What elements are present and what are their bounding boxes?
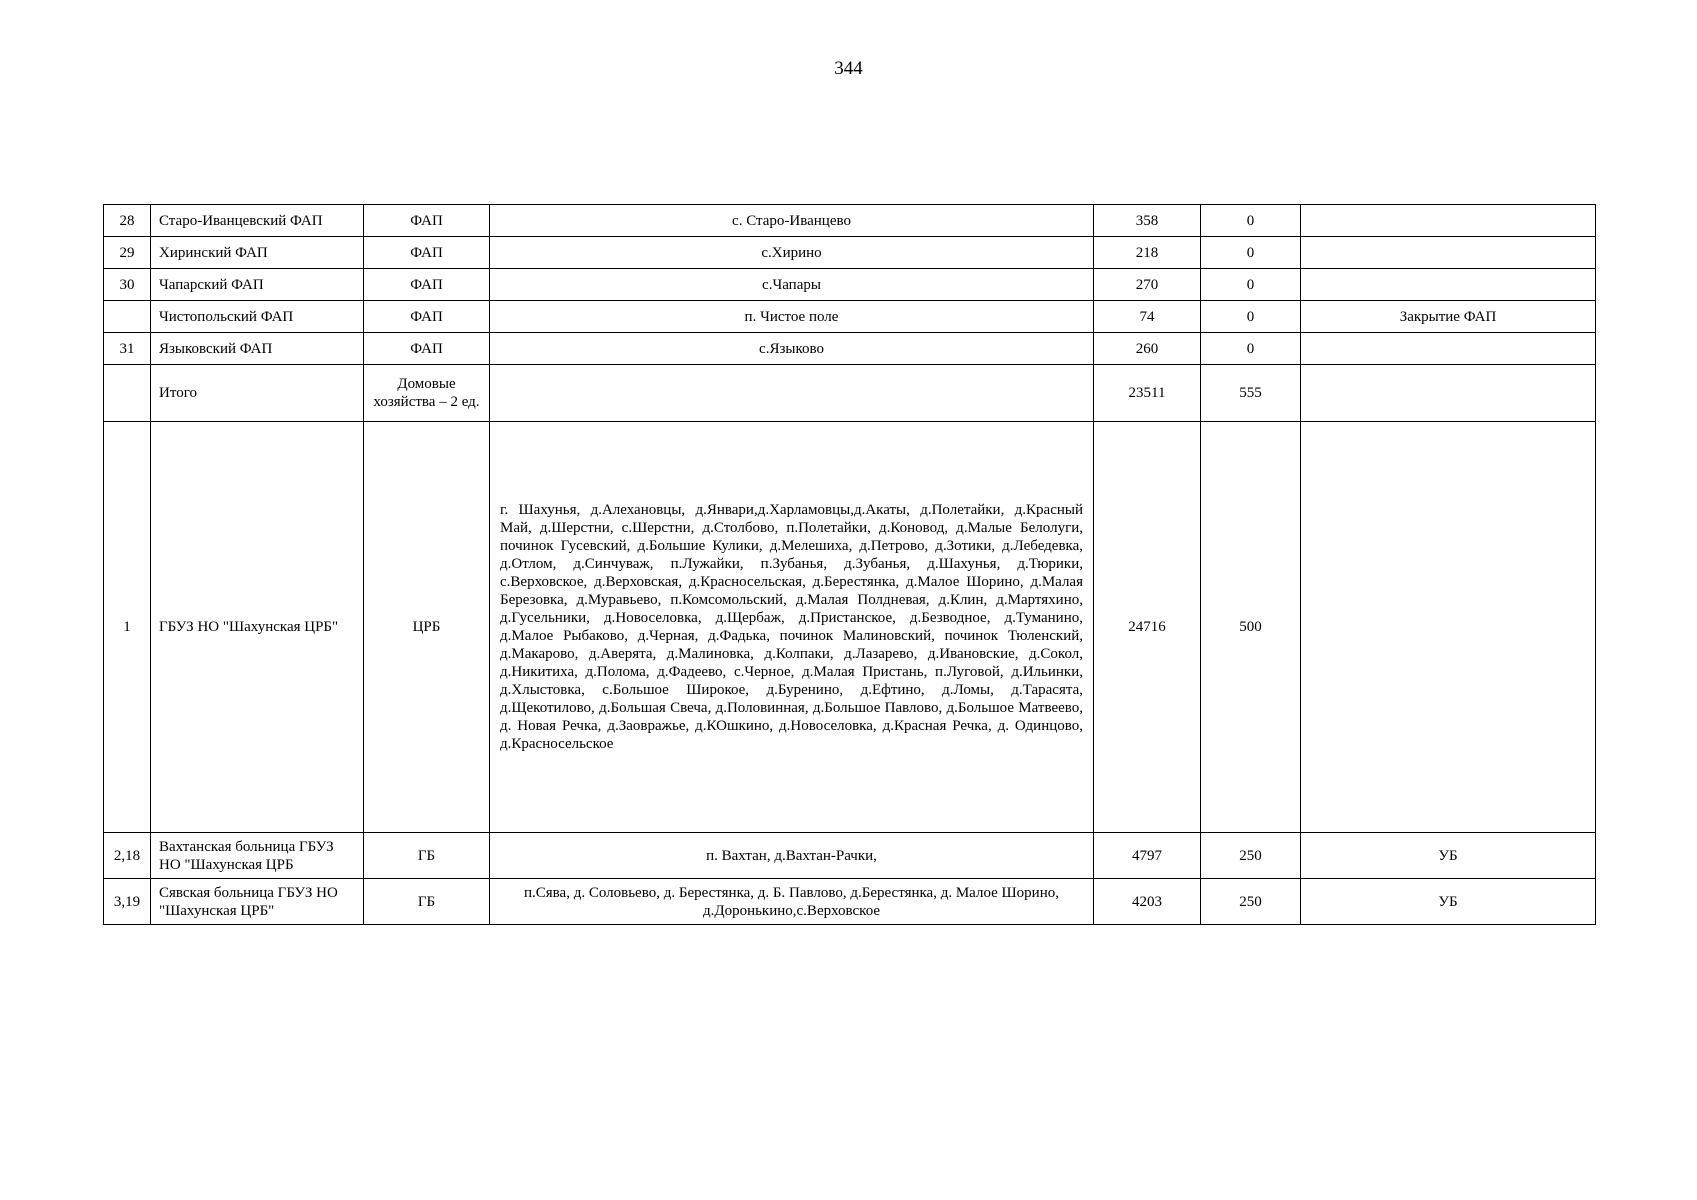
- population: 4203: [1094, 879, 1201, 925]
- note: [1301, 333, 1596, 365]
- row-number: 28: [104, 205, 151, 237]
- note: [1301, 237, 1596, 269]
- facility-type: ФАП: [364, 205, 490, 237]
- facility-name: Чистопольский ФАП: [151, 301, 364, 333]
- table-row: [104, 237, 1596, 269]
- value: 0: [1201, 237, 1301, 269]
- value: 555: [1201, 365, 1301, 422]
- row-number: [104, 365, 151, 422]
- note: Закрытие ФАП: [1301, 301, 1596, 333]
- facility-name: Итого: [151, 365, 364, 422]
- value: 0: [1201, 269, 1301, 301]
- facilities-table: [103, 204, 1596, 925]
- page-number: 344: [834, 58, 863, 79]
- note: [1301, 365, 1596, 422]
- facility-type: ГБ: [364, 879, 490, 925]
- population: 358: [1094, 205, 1201, 237]
- facility-type: ГБ: [364, 833, 490, 879]
- value: 0: [1201, 333, 1301, 365]
- population: 270: [1094, 269, 1201, 301]
- served-locations: п. Чистое поле: [490, 301, 1094, 333]
- facility-type: Домовые хозяйства – 2 ед.: [364, 365, 490, 422]
- facility-name: Вахтанская больница ГБУЗ НО "Шахунская ЦРБ: [151, 833, 364, 879]
- facility-name: Языковский ФАП: [151, 333, 364, 365]
- population: 23511: [1094, 365, 1201, 422]
- table-row: [104, 269, 1596, 301]
- facility-type: ФАП: [364, 269, 490, 301]
- served-locations: с.Языково: [490, 333, 1094, 365]
- value: 0: [1201, 301, 1301, 333]
- row-number: 2,18: [104, 833, 151, 879]
- facility-name: Старо-Иванцевский ФАП: [151, 205, 364, 237]
- served-locations: с.Чапары: [490, 269, 1094, 301]
- value: 250: [1201, 879, 1301, 925]
- row-number: 29: [104, 237, 151, 269]
- served-locations: [490, 365, 1094, 422]
- facility-type: ФАП: [364, 301, 490, 333]
- table-row: [104, 205, 1596, 237]
- table-row: [104, 422, 1596, 833]
- table-row: [104, 879, 1596, 925]
- note: [1301, 205, 1596, 237]
- note: УБ: [1301, 879, 1596, 925]
- population: 4797: [1094, 833, 1201, 879]
- table-row: [104, 833, 1596, 879]
- value: 250: [1201, 833, 1301, 879]
- served-locations: п.Сява, д. Соловьево, д. Берестянка, д. Б. Павлово, д.Берестянка, д. Малое Шорино, д.Доронькино,с.Верховское: [490, 879, 1094, 925]
- population: 260: [1094, 333, 1201, 365]
- facility-type: ЦРБ: [364, 422, 490, 833]
- note: УБ: [1301, 833, 1596, 879]
- row-number: 3,19: [104, 879, 151, 925]
- total-row: [104, 365, 1596, 422]
- row-number: 30: [104, 269, 151, 301]
- value: 500: [1201, 422, 1301, 833]
- population: 24716: [1094, 422, 1201, 833]
- served-locations: с.Хирино: [490, 237, 1094, 269]
- facility-name: Чапарский ФАП: [151, 269, 364, 301]
- note: [1301, 422, 1596, 833]
- row-number: [104, 301, 151, 333]
- served-locations: п. Вахтан, д.Вахтан-Рачки,: [490, 833, 1094, 879]
- facility-type: ФАП: [364, 333, 490, 365]
- row-number: 1: [104, 422, 151, 833]
- table-row: [104, 301, 1596, 333]
- facility-name: ГБУЗ НО "Шахунская ЦРБ": [151, 422, 364, 833]
- population: 218: [1094, 237, 1201, 269]
- served-locations: г. Шахунья, д.Алехановцы, д.Январи,д.Харламовцы,д.Акаты, д.Полетайки, д.Красный Май, д.Шерстни, с.Шерстни, д.Столбово, п.Полетайки, д.Коновод, д.Малые Белолуги, починок Гусевский, д.Большие Кулики, д.Мелешиха, д.Петрово, д.Зотики, д.Лебедевка, д.Отлом, д.Синчуваж, п.Лужайки, п.Зубанья, д.Зубанья, д.Шахунья, д.Тюрики, с.Верховское, д.Верховская, д.Красносельская, д.Берестянка, д.Малое Шорино, д.Малая Березовка, д.Муравьево, п.Комсомольский, д.Малая Полдневая, д.Клин, д.Мартяхино, д.Гусельники, д.Новоселовка, д.Щербаж, д.Пристанское, д.Безводное, д.Туманино, д.Малое Рыбаково, д.Черная, д.Фадька, починок Малиновский, починок Тюленский, д.Макарово, д.Аверята, д.Малиновка, д.Колпаки, д.Лазарево, д.Ивановские, д.Сокол, д.Никитиха, д.Полома, д.Фадеево, с.Черное, д.Малая Пристань, п.Луговой, д.Ильинки, д.Хлыстовка, с.Большое Широкое, д.Буренино, д.Ефтино, д.Ломы, д.Тарасята, д.Щекотилово, д.Большая Свеча, д.Половинная, д.Большое Павлово, д.Большое Матвеево, д. Новая Речка, д.Заовражье, д.КОшкино, д.Новоселовка, д.Красная Речка, д. Одинцово, д.Красносельское: [490, 422, 1094, 833]
- row-number: 31: [104, 333, 151, 365]
- facility-type: ФАП: [364, 237, 490, 269]
- facility-name: Хиринский ФАП: [151, 237, 364, 269]
- value: 0: [1201, 205, 1301, 237]
- served-locations: с. Старо-Иванцево: [490, 205, 1094, 237]
- population: 74: [1094, 301, 1201, 333]
- facility-name: Сявская больница ГБУЗ НО "Шахунская ЦРБ": [151, 879, 364, 925]
- table-row: [104, 333, 1596, 365]
- note: [1301, 269, 1596, 301]
